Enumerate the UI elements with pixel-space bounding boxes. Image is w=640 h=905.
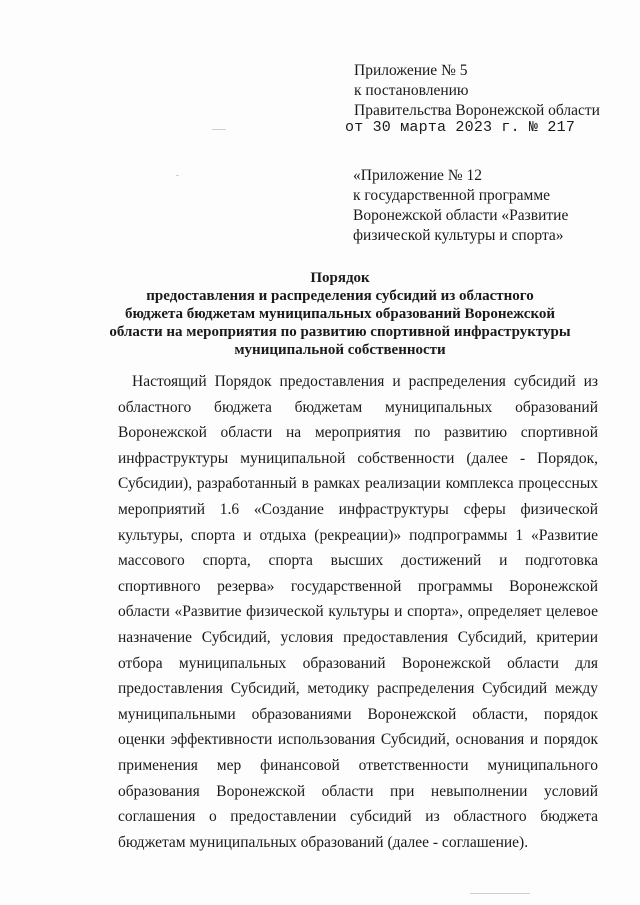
- title-heading: Порядок: [310, 270, 370, 286]
- title-subtitle-line: муниципальной собственности: [234, 342, 446, 358]
- appendix-5-line: Приложение № 5: [354, 62, 468, 79]
- appendix-12-line: физической культуры и спорта»: [353, 227, 564, 244]
- appendix-5-header: [354, 61, 600, 121]
- decree-reference: от 30 марта 2023 г. № 217: [345, 119, 576, 136]
- appendix-5-line: к постановлению: [354, 82, 469, 99]
- scan-artifact: [176, 175, 179, 176]
- title-subtitle-line: бюджета бюджетам муниципальных образований Воронежской: [124, 306, 556, 322]
- appendix-5-line: Правительства Воронежской области: [354, 102, 600, 119]
- title-subtitle-line: предоставления и распределения субсидий из областного: [146, 288, 534, 304]
- scan-artifact: [212, 129, 226, 130]
- scan-artifact: [470, 893, 530, 894]
- document-title: [100, 269, 580, 359]
- appendix-12-line: Воронежской области «Развитие: [353, 207, 569, 224]
- appendix-12-header: [353, 166, 568, 246]
- body-paragraph: Настоящий Порядок предоставления и распределения субсидий из областного бюджета бюджетам муниципальных образований Воронежской области на мероприятия по развитию спортивной инфраструктуры муниципальной собственности (далее - Порядок, Субсидии), разработанный в рамках реализации комплекса процессных мероприятий 1.6 «Создание инфраструктуры сферы физической культуры, спорта и отдыха (рекреации)» подпрограммы 1 «Развитие массового спорта, спорта высших достижений и подготовка спортивного резерва» государственной программы Воронежской области «Развитие физической культуры и спорта», определяет целевое назначение Субсидий, условия предоставления Субсидий, критерии отбора муниципальных образований Воронежской области для предоставления Субсидий, методику распределения Субсидий между муниципальными образованиями Воронежской области, порядок оценки эффективности использования Субсидий, основания и порядок применения мер финансовой ответственности муниципального образования Воронежской области при невыполнении условий соглашения о предоставлении субсидий из областного бюджета бюджетам муниципальных образований (далее - соглашение).: [118, 373, 598, 851]
- title-subtitle-line: области на мероприятия по развитию спортивной инфраструктуры: [109, 324, 571, 340]
- appendix-12-line: «Приложение № 12: [353, 167, 482, 184]
- appendix-12-line: к государственной программе: [353, 187, 551, 204]
